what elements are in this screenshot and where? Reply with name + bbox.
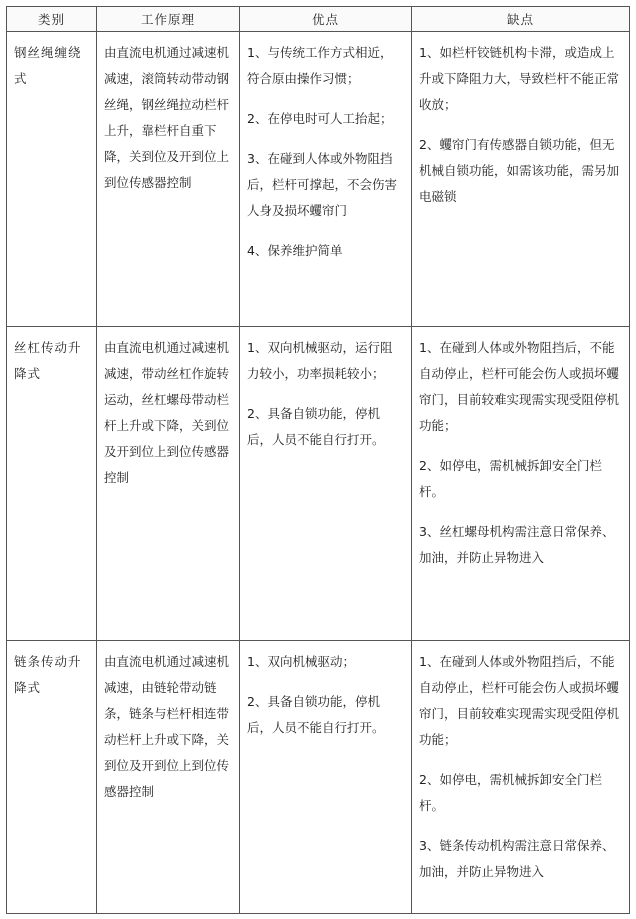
cons-cell: [412, 641, 630, 914]
header-row: [7, 7, 630, 32]
category-cell: 钢丝绳缠绕式: [7, 32, 97, 327]
cons-item: 3、链条传动机构需注意日常保养、加油，并防止异物进入: [419, 838, 615, 879]
comparison-table: [6, 6, 630, 914]
principle-cell: 由直流电机通过减速机减速，由链轮带动链条，链条与栏杆相连带动栏杆上升或下降，关到位及开到位上到位传感器控制: [97, 641, 240, 914]
pros-item: 3、在碰到人体或外物阻挡后，栏杆可撑起，不会伤害人身及损坏蠼帘门: [247, 151, 398, 218]
pros-item: 1、与传统工作方式相近，符合原由操作习惯；: [247, 45, 393, 86]
pros-item: 1、双向机械驱动，运行阻力较小，功率损耗较小；: [247, 340, 393, 381]
header-cons: 缺点: [412, 7, 630, 32]
header-category: 类别: [7, 7, 97, 32]
cons-item: 1、在碰到人体或外物阻挡后，不能自动停止，栏杆可能会伤人或损坏蠼帘门，目前较难实现需实现受阻停机功能；: [419, 654, 620, 747]
pros-item: 2、具备自锁功能，停机后，人员不能自行打开。: [247, 694, 385, 735]
table-row: [7, 327, 630, 641]
cons-item: 1、在碰到人体或外物阻挡后，不能自动停止，栏杆可能会伤人或损坏蠼帘门，目前较难实现需实现受阻停机功能；: [419, 340, 620, 433]
pros-cell: [240, 32, 412, 327]
cons-item: 2、如停电，需机械拆卸安全门栏杆。: [419, 772, 602, 813]
cons-cell: [412, 32, 630, 327]
cons-item: 3、丝杠螺母机构需注意日常保养、加油，并防止异物进入: [419, 524, 615, 565]
cons-cell: [412, 327, 630, 641]
pros-cell: [240, 327, 412, 641]
cons-item: 1、如栏杆铰链机构卡滞，或造成上升或下降阻力大，导致栏杆不能正常收放；: [419, 45, 620, 112]
category-cell: 链条传动升降式: [7, 641, 97, 914]
table-row: [7, 641, 630, 914]
pros-item: 2、具备自锁功能，停机后，人员不能自行打开。: [247, 406, 385, 447]
pros-item: 4、保养维护简单: [247, 243, 343, 258]
cons-item: 2、蠼帘门有传感器自锁功能，但无机械自锁功能，如需该功能，需另加电磁锁: [419, 137, 620, 204]
principle-cell: 由直流电机通过减速机减速，带动丝杠作旋转运动，丝杠螺母带动栏杆上升或下降，关到位及开到位上到位传感器控制: [97, 327, 240, 641]
category-cell: 丝杠传动升降式: [7, 327, 97, 641]
cons-item: 2、如停电，需机械拆卸安全门栏杆。: [419, 458, 602, 499]
principle-cell: 由直流电机通过减速机减速，滚筒转动带动钢丝绳，钢丝绳拉动栏杆上升，靠栏杆自重下降，关到位及开到位上到位传感器控制: [97, 32, 240, 327]
header-pros: 优点: [240, 7, 412, 32]
pros-cell: [240, 641, 412, 914]
table-row: [7, 32, 630, 327]
header-principle: 工作原理: [97, 7, 240, 32]
pros-item: 1、双向机械驱动；: [247, 654, 355, 669]
pros-item: 2、在停电时可人工抬起；: [247, 111, 393, 126]
